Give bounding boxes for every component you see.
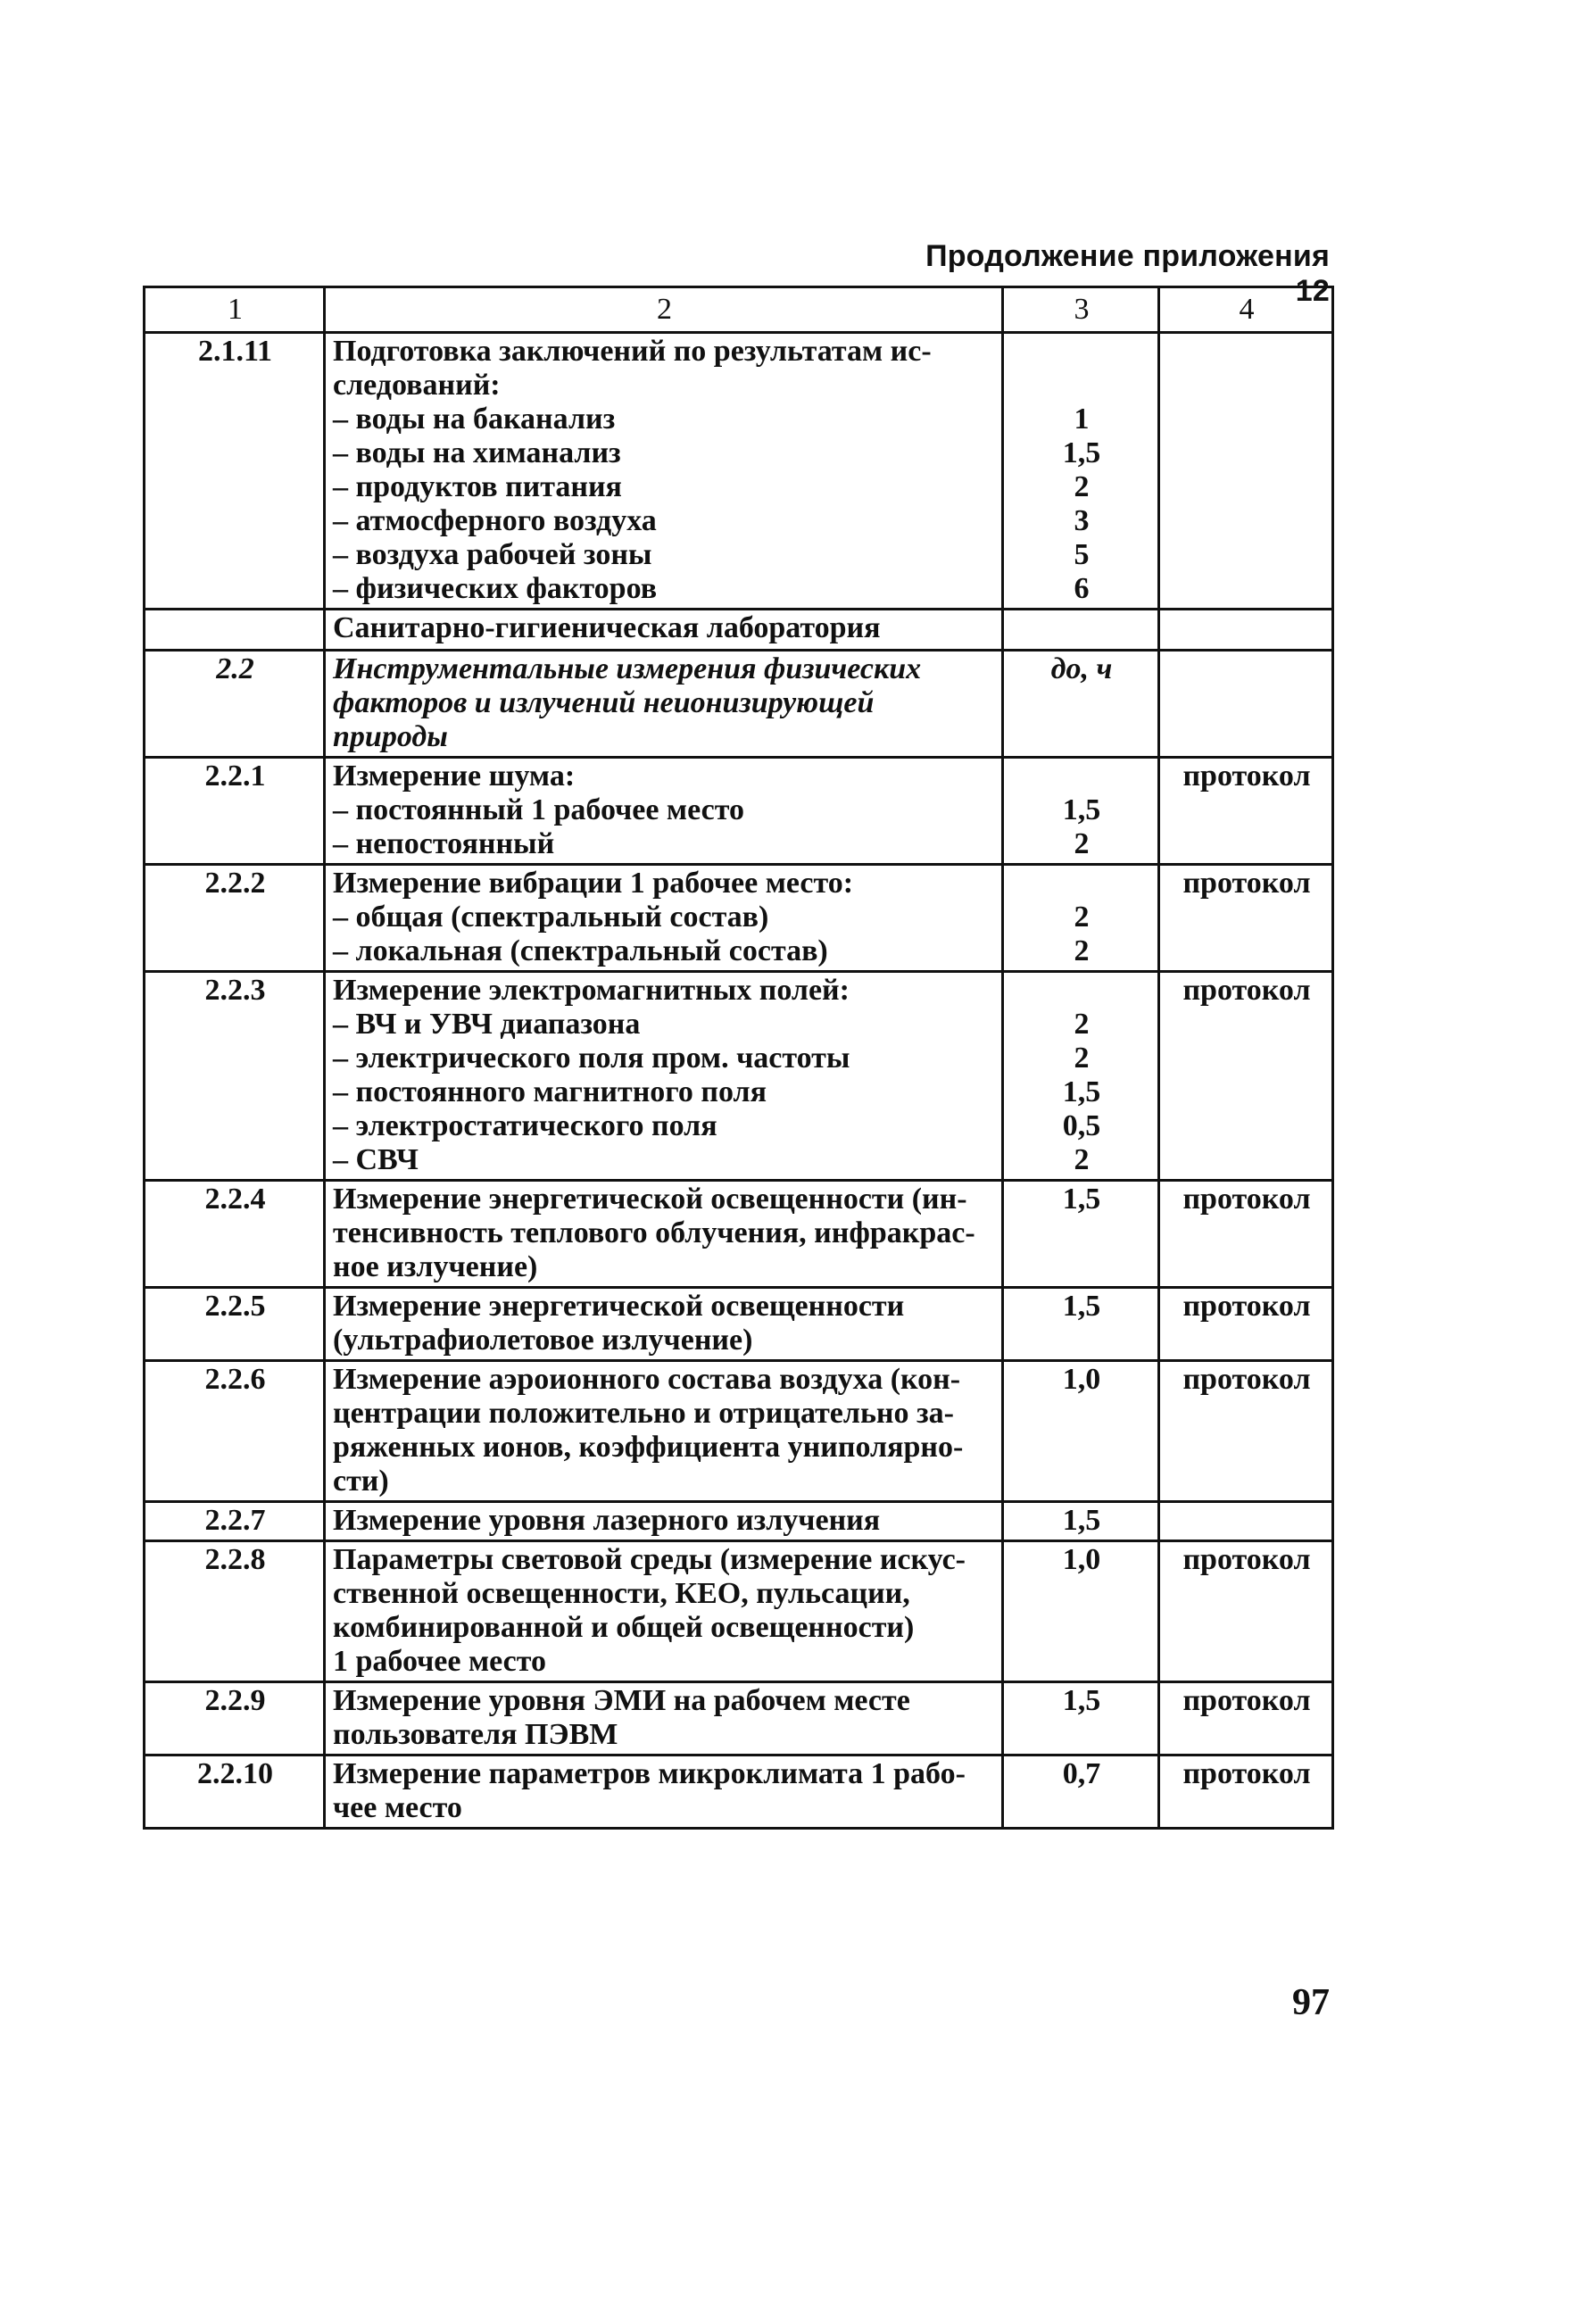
description-line: Измерение энергетической освещенности (333, 1290, 905, 1323)
description-line: – локальная (спектральный состав) (333, 934, 828, 967)
column-header-4: 4 (1159, 287, 1333, 333)
result-document (1159, 610, 1333, 651)
table-row (145, 1755, 1333, 1829)
time-value: 3 (1074, 504, 1090, 537)
column-header-2: 2 (325, 287, 1003, 333)
description-line: ное излучение) (333, 1250, 538, 1283)
time-value: 2 (1074, 1143, 1090, 1176)
time-value: 2 (1074, 901, 1090, 934)
result-document (1159, 651, 1333, 758)
time-unit: до, ч (1003, 651, 1159, 758)
description-line: Измерение уровня ЭМИ на рабочем месте (333, 1684, 910, 1717)
item-number (145, 610, 325, 651)
description-line: комбинированной и общей освещенности) (333, 1611, 915, 1644)
description-line: Подготовка заключений по результатам ис- (333, 335, 932, 368)
item-number: 2.2.9 (145, 1682, 325, 1755)
time-norm: 1,5 (1003, 1502, 1159, 1541)
item-description (325, 1502, 1003, 1541)
result-document: протокол (1159, 1181, 1333, 1288)
description-line: – атмосферного воздуха (333, 504, 657, 537)
time-norm (1003, 758, 1159, 865)
norms-table (143, 286, 1334, 1830)
description-line: – СВЧ (333, 1143, 419, 1176)
table-row (145, 1181, 1333, 1288)
item-description (325, 333, 1003, 610)
column-header-3: 3 (1003, 287, 1159, 333)
table-body (145, 333, 1333, 1829)
time-norm: 1,0 (1003, 1361, 1159, 1502)
result-document: протокол (1159, 865, 1333, 972)
description-line: – электрического поля пром. частоты (333, 1042, 850, 1075)
time-value: 1,5 (1062, 436, 1101, 469)
item-description (325, 1181, 1003, 1288)
table-row (145, 1288, 1333, 1361)
description-line: – продуктов питания (333, 470, 622, 503)
time-norm: 1,5 (1003, 1288, 1159, 1361)
time-norm: 1,0 (1003, 1541, 1159, 1682)
description-line: чее место (333, 1791, 462, 1824)
item-number: 2.2.1 (145, 758, 325, 865)
time-value (1011, 335, 1152, 369)
result-document (1159, 333, 1333, 610)
result-document: протокол (1159, 1288, 1333, 1361)
item-number: 2.2.6 (145, 1361, 325, 1502)
result-document: протокол (1159, 1541, 1333, 1682)
item-description (325, 1288, 1003, 1361)
item-number: 2.2.5 (145, 1288, 325, 1361)
description-line: пользователя ПЭВМ (333, 1718, 618, 1751)
time-value: 1,5 (1062, 1075, 1101, 1108)
description-line: природы (333, 720, 448, 753)
time-value: 0,5 (1062, 1109, 1101, 1142)
description-line: Инструментальные измерения физических (333, 652, 922, 685)
description-line: – общая (спектральный состав) (333, 901, 769, 934)
result-document: протокол (1159, 1361, 1333, 1502)
time-value: 5 (1074, 538, 1090, 571)
result-document: протокол (1159, 1755, 1333, 1829)
item-description (325, 1682, 1003, 1755)
description-line: – ВЧ и УВЧ диапазона (333, 1008, 641, 1041)
time-value: 2 (1074, 470, 1090, 503)
item-number: 2.2 (145, 651, 325, 758)
column-header-1: 1 (145, 287, 325, 333)
description-line: – электростатического поля (333, 1109, 717, 1142)
item-description (325, 1361, 1003, 1502)
description-line: – постоянный 1 рабочее место (333, 793, 744, 826)
item-description (325, 1541, 1003, 1682)
item-description (325, 1755, 1003, 1829)
time-norm (1003, 610, 1159, 651)
result-document: протокол (1159, 972, 1333, 1181)
time-value (1011, 759, 1152, 793)
table-row (145, 610, 1333, 651)
description-line: центрации положительно и отрицательно за- (333, 1397, 955, 1430)
table-row (145, 651, 1333, 758)
item-number: 2.1.11 (145, 333, 325, 610)
description-line: – воздуха рабочей зоны (333, 538, 652, 571)
description-line: тенсивность теплового облучения, инфракрас- (333, 1216, 975, 1249)
table-row (145, 1541, 1333, 1682)
result-document (1159, 1502, 1333, 1541)
description-line: сти) (333, 1465, 389, 1498)
description-line: Измерение вибрации 1 рабочее место: (333, 867, 854, 900)
result-document: протокол (1159, 1682, 1333, 1755)
table-row (145, 1361, 1333, 1502)
description-line: Измерение шума: (333, 759, 576, 793)
table-row (145, 333, 1333, 610)
table-row (145, 972, 1333, 1181)
time-value: 2 (1074, 934, 1090, 967)
time-value (1011, 974, 1152, 1008)
time-value: 6 (1074, 572, 1090, 605)
item-description (325, 758, 1003, 865)
table-row (145, 758, 1333, 865)
description-line: Измерение энергетической освещенности (ин- (333, 1183, 967, 1216)
description-line: – физических факторов (333, 572, 658, 605)
description-line: Измерение аэроионного состава воздуха (кон- (333, 1363, 961, 1396)
time-value: 1 (1074, 403, 1090, 436)
time-value: 2 (1074, 1042, 1090, 1075)
item-number: 2.2.10 (145, 1755, 325, 1829)
description-line: – воды на химанализ (333, 436, 621, 469)
section-heading (325, 610, 1003, 651)
group-heading (325, 651, 1003, 758)
item-number: 2.2.8 (145, 1541, 325, 1682)
time-norm: 0,7 (1003, 1755, 1159, 1829)
table-row (145, 865, 1333, 972)
description-line: – непостоянный (333, 827, 555, 860)
description-line: ственной освещенности, КЕО, пульсации, (333, 1577, 910, 1610)
description-line: – воды на баканализ (333, 403, 616, 436)
item-description (325, 865, 1003, 972)
description-line: 1 рабочее место (333, 1645, 546, 1678)
time-norm: 1,5 (1003, 1682, 1159, 1755)
time-value: 2 (1074, 827, 1090, 860)
table-row (145, 1502, 1333, 1541)
time-norm: 1,5 (1003, 1181, 1159, 1288)
item-number: 2.2.4 (145, 1181, 325, 1288)
item-description (325, 972, 1003, 1181)
page-number: 97 (1292, 1982, 1330, 2023)
time-value: 2 (1074, 1008, 1090, 1041)
description-line: следований: (333, 369, 501, 402)
time-norm (1003, 865, 1159, 972)
item-number: 2.2.2 (145, 865, 325, 972)
item-number: 2.2.7 (145, 1502, 325, 1541)
time-value (1011, 369, 1152, 403)
description-line: Санитарно-гигиеническая лаборатория (333, 611, 881, 644)
description-line: Измерение уровня лазерного излучения (333, 1504, 881, 1537)
description-line: Измерение электромагнитных полей: (333, 974, 850, 1007)
description-line: факторов и излучений неионизирующей (333, 686, 875, 719)
time-value (1011, 867, 1152, 901)
result-document: протокол (1159, 758, 1333, 865)
time-value: 1,5 (1062, 793, 1101, 826)
description-line: ряженных ионов, коэффициента униполярно- (333, 1431, 964, 1464)
item-number: 2.2.3 (145, 972, 325, 1181)
description-line: – постоянного магнитного поля (333, 1075, 767, 1108)
description-line: Измерение параметров микроклимата 1 рабо- (333, 1757, 966, 1790)
description-line: Параметры световой среды (измерение искус- (333, 1543, 966, 1576)
time-norm (1003, 972, 1159, 1181)
description-line: (ультрафиолетовое излучение) (333, 1324, 753, 1357)
column-number-row (145, 287, 1333, 333)
time-norm (1003, 333, 1159, 610)
table-row (145, 1682, 1333, 1755)
continuation-note: Продолжение приложения 12 (925, 239, 1330, 308)
